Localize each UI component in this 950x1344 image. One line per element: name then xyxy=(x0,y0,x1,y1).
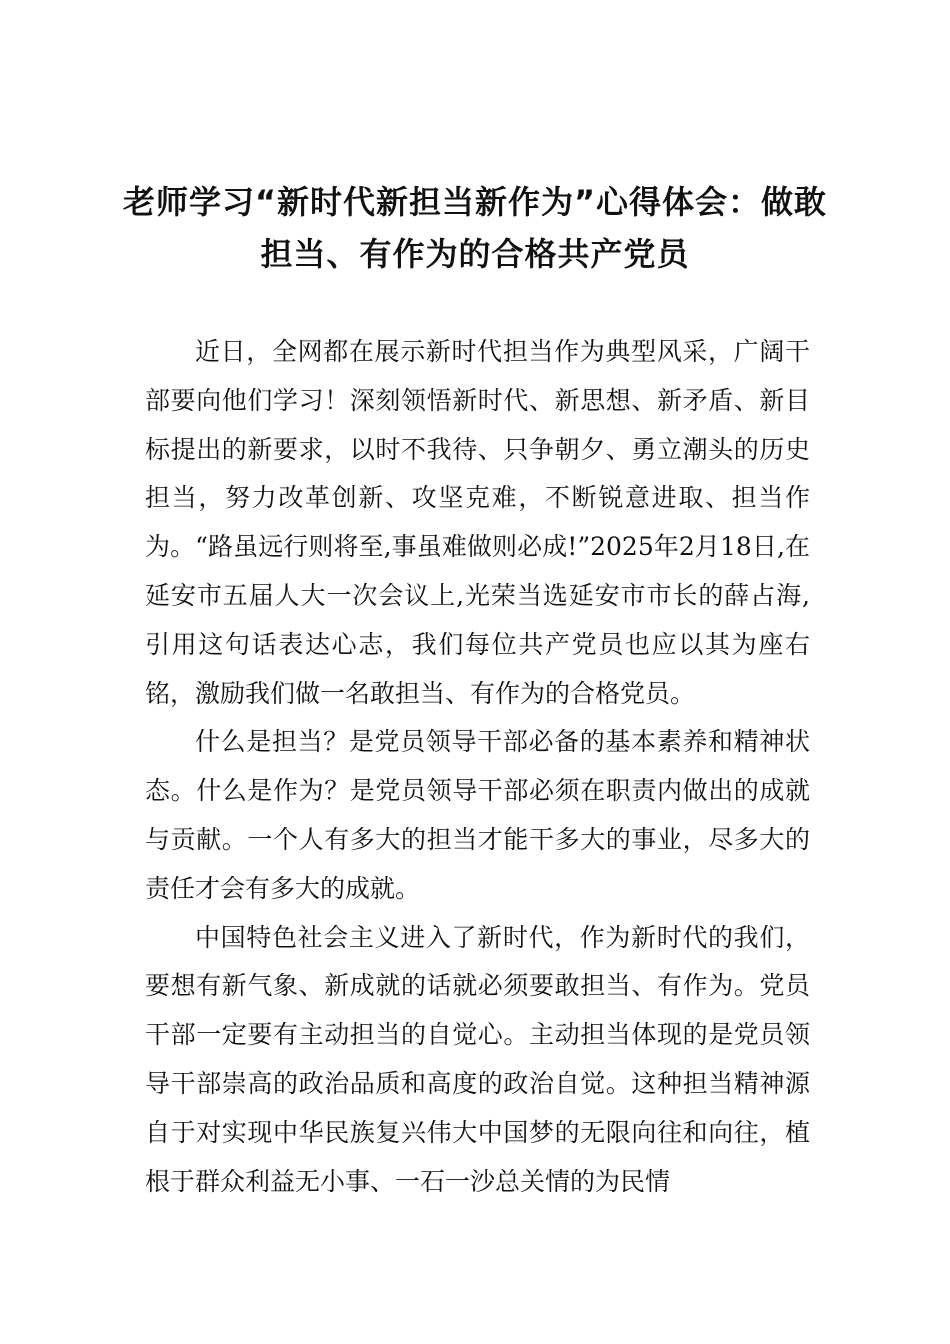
document-body xyxy=(145,328,810,1206)
document-title: 老师学习“新时代新担当新作为”心得体会：做敢担当、有作为的合格共产党员 xyxy=(122,183,828,273)
paragraph-3: 中国特色社会主义进入了新时代，作为新时代的我们，要想有新气象、新成就的话就必须要敢担当、有作为。党员干部一定要有主动担当的自觉心。主动担当体现的是党员领导干部崇高的政治品质和高度的政治自觉。这种担当精神源自于对实现中华民族复兴伟大中国梦的无限向往和向往，植根于群众利益无小事、一石一沙总关情的为民情 xyxy=(145,922,810,1196)
paragraph-2: 什么是担当？是党员领导干部必备的基本素养和精神状态。什么是作为？是党员领导干部必须在职责内做出的成就与贡献。一个人有多大的担当才能干多大的事业，尽多大的责任才会有多大的成就。 xyxy=(145,727,810,903)
paragraph-1: 近日，全网都在展示新时代担当作为典型风采，广阔干部要向他们学习！深刻领悟新时代、新思想、新矛盾、新目标提出的新要求，以时不我待、只争朝夕、勇立潮头的历史担当，努力改革创新、攻坚克难，不断锐意进取、担当作为。“路虽远行则将至,事虽难做则必成!”2025年2月18日,在延安市五届人大一次会议上,光荣当选延安市市长的薛占海,引用这句话表达心志，我们每位共产党员也应以其为座右铭，激励我们做一名敢担当、有作为的合格党员。 xyxy=(145,337,810,708)
